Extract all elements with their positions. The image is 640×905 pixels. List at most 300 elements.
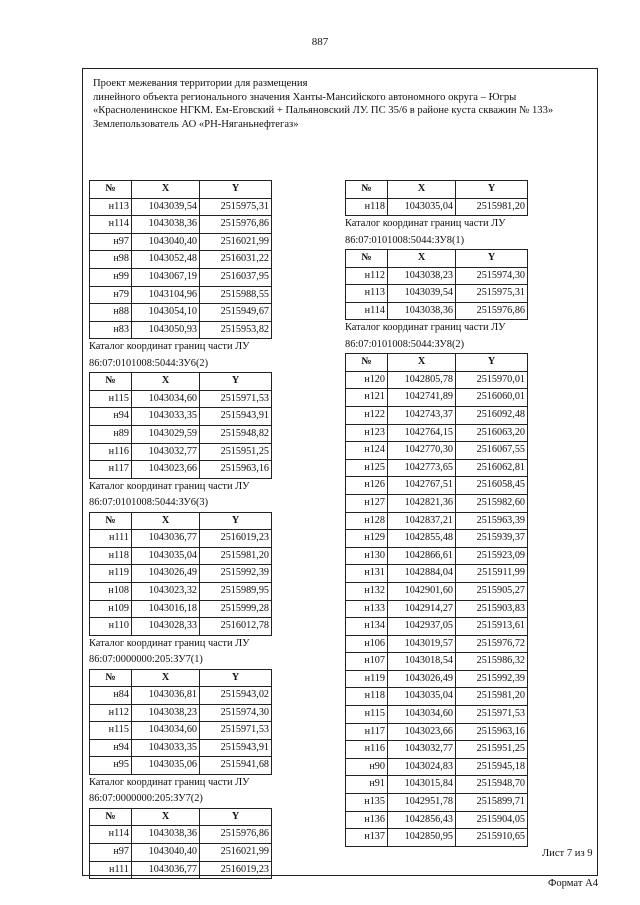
table-row xyxy=(346,459,528,477)
caption-line: Каталог координат границ части ЛУ xyxy=(89,341,250,353)
col-header-y: Y xyxy=(200,373,272,391)
x-coordinate: 1042866,61 xyxy=(388,547,456,565)
table-row xyxy=(346,267,528,285)
y-coordinate: 2515948,70 xyxy=(456,776,528,794)
table-row xyxy=(346,741,528,759)
table-row xyxy=(90,321,272,339)
y-coordinate: 2516012,78 xyxy=(200,618,272,636)
table-caption xyxy=(89,636,271,669)
coord-table xyxy=(345,353,528,847)
x-coordinate: 1043024,83 xyxy=(388,758,456,776)
point-number: н91 xyxy=(346,776,388,794)
col-header-y: Y xyxy=(200,669,272,687)
point-number: н127 xyxy=(346,494,388,512)
y-coordinate: 2515941,68 xyxy=(200,757,272,775)
x-coordinate: 1043036,81 xyxy=(132,687,200,705)
x-coordinate: 1043038,36 xyxy=(132,826,200,844)
point-number: н117 xyxy=(90,461,132,479)
x-coordinate: 1043016,18 xyxy=(132,600,200,618)
page-number: 887 xyxy=(311,36,329,48)
y-coordinate: 2516063,20 xyxy=(456,424,528,442)
table-header-row xyxy=(346,354,528,372)
y-coordinate: 2515992,39 xyxy=(456,670,528,688)
y-coordinate: 2515953,82 xyxy=(200,321,272,339)
coord-table xyxy=(345,180,528,216)
y-coordinate: 2515923,09 xyxy=(456,547,528,565)
right-column xyxy=(345,180,527,847)
x-coordinate: 1043054,10 xyxy=(132,304,200,322)
x-coordinate: 1043026,49 xyxy=(132,565,200,583)
y-coordinate: 2515913,61 xyxy=(456,618,528,636)
table-row xyxy=(346,547,528,565)
table-caption xyxy=(89,339,271,372)
point-number: н106 xyxy=(346,635,388,653)
x-coordinate: 1042901,60 xyxy=(388,582,456,600)
x-coordinate: 1043034,60 xyxy=(132,722,200,740)
y-coordinate: 2516021,99 xyxy=(200,844,272,862)
col-header-y: Y xyxy=(456,354,528,372)
y-coordinate: 2515971,53 xyxy=(200,722,272,740)
y-coordinate: 2515948,82 xyxy=(200,425,272,443)
point-number: н118 xyxy=(346,688,388,706)
col-header-number: № xyxy=(346,354,388,372)
point-number: н124 xyxy=(346,442,388,460)
x-coordinate: 1042856,43 xyxy=(388,811,456,829)
point-number: н108 xyxy=(90,582,132,600)
table-row xyxy=(90,582,272,600)
y-coordinate: 2515971,53 xyxy=(456,706,528,724)
caption-line: Каталог координат границ части ЛУ xyxy=(345,218,506,230)
table-row xyxy=(90,286,272,304)
y-coordinate: 2515911,99 xyxy=(456,565,528,583)
y-coordinate: 2515951,25 xyxy=(200,443,272,461)
point-number: н129 xyxy=(346,530,388,548)
header-line: линейного объекта регионального значения Ханты-Мансийского автономного округа – Югры xyxy=(93,91,517,103)
x-coordinate: 1043033,35 xyxy=(132,408,200,426)
table-caption xyxy=(89,775,271,808)
table-row xyxy=(346,635,528,653)
point-number: н109 xyxy=(90,600,132,618)
point-number: н125 xyxy=(346,459,388,477)
sheet-counter: Лист 7 из 9 xyxy=(542,848,593,859)
point-number: н84 xyxy=(90,687,132,705)
x-coordinate: 1043023,32 xyxy=(132,582,200,600)
table-row xyxy=(90,687,272,705)
x-coordinate: 1043036,77 xyxy=(132,861,200,879)
x-coordinate: 1043038,23 xyxy=(388,267,456,285)
point-number: н115 xyxy=(90,722,132,740)
y-coordinate: 2515943,91 xyxy=(200,408,272,426)
point-number: н99 xyxy=(90,268,132,286)
col-header-y: Y xyxy=(456,250,528,268)
table-row xyxy=(346,776,528,794)
point-number: н94 xyxy=(90,408,132,426)
table-row xyxy=(346,688,528,706)
y-coordinate: 2516092,48 xyxy=(456,406,528,424)
caption-line: 86:07:0101008:5044:ЗУ6(3) xyxy=(89,497,209,509)
x-coordinate: 1043034,60 xyxy=(388,706,456,724)
x-coordinate: 1042951,78 xyxy=(388,794,456,812)
y-coordinate: 2515981,20 xyxy=(456,688,528,706)
col-header-x: X xyxy=(132,808,200,826)
table-row xyxy=(90,600,272,618)
table-row xyxy=(346,371,528,389)
col-header-number: № xyxy=(90,181,132,199)
point-number: н119 xyxy=(346,670,388,688)
x-coordinate: 1043038,23 xyxy=(132,704,200,722)
table-header-row xyxy=(346,181,528,199)
y-coordinate: 2515899,71 xyxy=(456,794,528,812)
caption-line: 86:07:0101008:5044:ЗУ8(2) xyxy=(345,338,465,350)
point-number: н116 xyxy=(90,443,132,461)
point-number: н130 xyxy=(346,547,388,565)
point-number: н97 xyxy=(90,233,132,251)
table-row xyxy=(346,653,528,671)
x-coordinate: 1042741,89 xyxy=(388,389,456,407)
point-number: н111 xyxy=(90,530,132,548)
point-number: н128 xyxy=(346,512,388,530)
table-row xyxy=(90,739,272,757)
point-number: н112 xyxy=(346,267,388,285)
y-coordinate: 2516058,45 xyxy=(456,477,528,495)
table-row xyxy=(90,390,272,408)
y-coordinate: 2515976,86 xyxy=(456,302,528,320)
x-coordinate: 1043023,66 xyxy=(388,723,456,741)
y-coordinate: 2515904,05 xyxy=(456,811,528,829)
x-coordinate: 1043038,36 xyxy=(132,216,200,234)
col-header-x: X xyxy=(388,250,456,268)
table-header-row xyxy=(90,373,272,391)
x-coordinate: 1042773,65 xyxy=(388,459,456,477)
y-coordinate: 2515943,91 xyxy=(200,739,272,757)
point-number: н115 xyxy=(346,706,388,724)
point-number: н135 xyxy=(346,794,388,812)
y-coordinate: 2516037,95 xyxy=(200,268,272,286)
table-row xyxy=(346,406,528,424)
coord-table xyxy=(89,669,272,776)
x-coordinate: 1043052,48 xyxy=(132,251,200,269)
table-row xyxy=(346,198,528,216)
y-coordinate: 2515970,01 xyxy=(456,371,528,389)
caption-line: Каталог координат границ части ЛУ xyxy=(89,480,250,492)
table-row xyxy=(90,443,272,461)
point-number: н120 xyxy=(346,371,388,389)
table-row xyxy=(90,844,272,862)
point-number: н114 xyxy=(346,302,388,320)
coord-table xyxy=(89,372,272,479)
x-coordinate: 1042937,05 xyxy=(388,618,456,636)
point-number: н114 xyxy=(90,216,132,234)
x-coordinate: 1042767,51 xyxy=(388,477,456,495)
y-coordinate: 2516062,81 xyxy=(456,459,528,477)
table-row xyxy=(346,811,528,829)
col-header-x: X xyxy=(388,354,456,372)
y-coordinate: 2515999,28 xyxy=(200,600,272,618)
x-coordinate: 1043032,77 xyxy=(388,741,456,759)
header-line: «Красноленинское НГКМ. Ем-Еговский + Пальяновский ЛУ. ПС 35/6 в районе куста скважин № 133» xyxy=(93,105,554,117)
y-coordinate: 2515963,16 xyxy=(200,461,272,479)
table-row xyxy=(346,618,528,636)
point-number: н117 xyxy=(346,723,388,741)
table-row xyxy=(90,704,272,722)
table-row xyxy=(346,530,528,548)
table-row xyxy=(346,442,528,460)
table-row xyxy=(346,494,528,512)
table-row xyxy=(90,268,272,286)
table-row xyxy=(346,758,528,776)
x-coordinate: 1043039,54 xyxy=(132,198,200,216)
y-coordinate: 2515939,37 xyxy=(456,530,528,548)
table-row xyxy=(90,304,272,322)
table-row xyxy=(346,389,528,407)
table-row xyxy=(90,565,272,583)
x-coordinate: 1042821,36 xyxy=(388,494,456,512)
point-number: н97 xyxy=(90,844,132,862)
caption-line: Каталог координат границ части ЛУ xyxy=(89,637,250,649)
point-number: н107 xyxy=(346,653,388,671)
x-coordinate: 1042855,48 xyxy=(388,530,456,548)
table-row xyxy=(90,233,272,251)
x-coordinate: 1043040,40 xyxy=(132,844,200,862)
table-row xyxy=(90,198,272,216)
point-number: н112 xyxy=(90,704,132,722)
col-header-y: Y xyxy=(456,181,528,199)
y-coordinate: 2515963,16 xyxy=(456,723,528,741)
coord-table xyxy=(345,249,528,320)
table-row xyxy=(90,408,272,426)
y-coordinate: 2515992,39 xyxy=(200,565,272,583)
caption-line: 86:07:0000000:205:ЗУ7(1) xyxy=(89,654,203,666)
point-number: н89 xyxy=(90,425,132,443)
paper-format: Формат А4 xyxy=(548,878,599,889)
col-header-x: X xyxy=(132,181,200,199)
coord-table xyxy=(89,808,272,879)
table-caption xyxy=(345,216,527,249)
table-row xyxy=(346,582,528,600)
x-coordinate: 1043019,57 xyxy=(388,635,456,653)
point-number: н137 xyxy=(346,829,388,847)
x-coordinate: 1042743,37 xyxy=(388,406,456,424)
table-row xyxy=(346,285,528,303)
point-number: н98 xyxy=(90,251,132,269)
y-coordinate: 2515910,65 xyxy=(456,829,528,847)
point-number: н122 xyxy=(346,406,388,424)
y-coordinate: 2515976,72 xyxy=(456,635,528,653)
y-coordinate: 2515951,25 xyxy=(456,741,528,759)
point-number: н121 xyxy=(346,389,388,407)
x-coordinate: 1043029,59 xyxy=(132,425,200,443)
caption-line: Каталог координат границ части ЛУ xyxy=(345,322,506,334)
x-coordinate: 1042850,95 xyxy=(388,829,456,847)
caption-line: 86:07:0101008:5044:ЗУ8(1) xyxy=(345,234,465,246)
y-coordinate: 2516019,23 xyxy=(200,861,272,879)
x-coordinate: 1042764,15 xyxy=(388,424,456,442)
point-number: н131 xyxy=(346,565,388,583)
point-number: н133 xyxy=(346,600,388,618)
x-coordinate: 1043038,36 xyxy=(388,302,456,320)
x-coordinate: 1043035,04 xyxy=(132,547,200,565)
x-coordinate: 1043039,54 xyxy=(388,285,456,303)
col-header-x: X xyxy=(132,373,200,391)
table-row xyxy=(90,547,272,565)
header-line: Землепользователь АО «РН-Няганьнефтегаз» xyxy=(93,118,299,130)
table-row xyxy=(90,251,272,269)
point-number: н116 xyxy=(346,741,388,759)
point-number: н126 xyxy=(346,477,388,495)
x-coordinate: 1042884,04 xyxy=(388,565,456,583)
col-header-number: № xyxy=(90,512,132,530)
point-number: н94 xyxy=(90,739,132,757)
point-number: н88 xyxy=(90,304,132,322)
point-number: н118 xyxy=(346,198,388,216)
x-coordinate: 1043015,84 xyxy=(388,776,456,794)
y-coordinate: 2515903,83 xyxy=(456,600,528,618)
point-number: н83 xyxy=(90,321,132,339)
y-coordinate: 2515986,32 xyxy=(456,653,528,671)
point-number: н118 xyxy=(90,547,132,565)
y-coordinate: 2515974,30 xyxy=(456,267,528,285)
x-coordinate: 1043035,04 xyxy=(388,198,456,216)
x-coordinate: 1043032,77 xyxy=(132,443,200,461)
y-coordinate: 2515971,53 xyxy=(200,390,272,408)
table-row xyxy=(90,757,272,775)
point-number: н132 xyxy=(346,582,388,600)
col-header-x: X xyxy=(132,669,200,687)
table-row xyxy=(90,722,272,740)
y-coordinate: 2515905,27 xyxy=(456,582,528,600)
point-number: н113 xyxy=(346,285,388,303)
point-number: н110 xyxy=(90,618,132,636)
coord-table xyxy=(89,512,272,636)
point-number: н119 xyxy=(90,565,132,583)
col-header-x: X xyxy=(132,512,200,530)
col-header-number: № xyxy=(346,250,388,268)
y-coordinate: 2515975,31 xyxy=(200,198,272,216)
x-coordinate: 1043023,66 xyxy=(132,461,200,479)
col-header-number: № xyxy=(90,669,132,687)
table-row xyxy=(346,477,528,495)
x-coordinate: 1043028,33 xyxy=(132,618,200,636)
table-row xyxy=(346,600,528,618)
col-header-y: Y xyxy=(200,808,272,826)
table-row xyxy=(346,829,528,847)
point-number: н123 xyxy=(346,424,388,442)
header-line: Проект межевания территории для размещения xyxy=(93,78,308,89)
x-coordinate: 1043035,06 xyxy=(132,757,200,775)
x-coordinate: 1043067,19 xyxy=(132,268,200,286)
caption-line: 86:07:0101008:5044:ЗУ6(2) xyxy=(89,357,209,369)
table-header-row xyxy=(346,250,528,268)
y-coordinate: 2516067,55 xyxy=(456,442,528,460)
y-coordinate: 2515981,20 xyxy=(456,198,528,216)
y-coordinate: 2515945,18 xyxy=(456,758,528,776)
y-coordinate: 2516021,99 xyxy=(200,233,272,251)
col-header-number: № xyxy=(346,181,388,199)
coord-table xyxy=(89,180,272,339)
x-coordinate: 1042770,30 xyxy=(388,442,456,460)
x-coordinate: 1043026,49 xyxy=(388,670,456,688)
left-column xyxy=(89,180,271,879)
table-header-row xyxy=(90,181,272,199)
x-coordinate: 1043104,96 xyxy=(132,286,200,304)
point-number: н79 xyxy=(90,286,132,304)
table-row xyxy=(346,723,528,741)
col-header-number: № xyxy=(90,808,132,826)
table-row xyxy=(346,670,528,688)
y-coordinate: 2516060,01 xyxy=(456,389,528,407)
y-coordinate: 2515943,02 xyxy=(200,687,272,705)
point-number: н95 xyxy=(90,757,132,775)
y-coordinate: 2515974,30 xyxy=(200,704,272,722)
y-coordinate: 2515982,60 xyxy=(456,494,528,512)
y-coordinate: 2515949,67 xyxy=(200,304,272,322)
point-number: н136 xyxy=(346,811,388,829)
y-coordinate: 2515988,55 xyxy=(200,286,272,304)
table-row xyxy=(346,512,528,530)
y-coordinate: 2515981,20 xyxy=(200,547,272,565)
table-row xyxy=(90,826,272,844)
x-coordinate: 1042805,78 xyxy=(388,371,456,389)
x-coordinate: 1043035,04 xyxy=(388,688,456,706)
table-row xyxy=(90,461,272,479)
table-row xyxy=(346,565,528,583)
table-caption xyxy=(345,320,527,353)
table-row xyxy=(346,302,528,320)
x-coordinate: 1042837,21 xyxy=(388,512,456,530)
caption-line: 86:07:0000000:205:ЗУ7(2) xyxy=(89,793,203,805)
col-header-y: Y xyxy=(200,512,272,530)
y-coordinate: 2516031,22 xyxy=(200,251,272,269)
table-caption xyxy=(89,479,271,512)
caption-line: Каталог координат границ части ЛУ xyxy=(89,777,250,789)
table-row xyxy=(90,618,272,636)
table-row xyxy=(346,706,528,724)
point-number: н114 xyxy=(90,826,132,844)
x-coordinate: 1043018,54 xyxy=(388,653,456,671)
point-number: н134 xyxy=(346,618,388,636)
table-header-row xyxy=(90,512,272,530)
x-coordinate: 1043050,93 xyxy=(132,321,200,339)
col-header-number: № xyxy=(90,373,132,391)
col-header-x: X xyxy=(388,181,456,199)
point-number: н111 xyxy=(90,861,132,879)
point-number: н90 xyxy=(346,758,388,776)
x-coordinate: 1043036,77 xyxy=(132,530,200,548)
x-coordinate: 1042914,27 xyxy=(388,600,456,618)
table-row xyxy=(90,530,272,548)
x-coordinate: 1043033,35 xyxy=(132,739,200,757)
y-coordinate: 2515976,86 xyxy=(200,216,272,234)
point-number: н115 xyxy=(90,390,132,408)
table-row xyxy=(90,216,272,234)
x-coordinate: 1043034,60 xyxy=(132,390,200,408)
y-coordinate: 2515989,95 xyxy=(200,582,272,600)
table-row xyxy=(346,424,528,442)
y-coordinate: 2515963,39 xyxy=(456,512,528,530)
document-header xyxy=(93,77,593,131)
y-coordinate: 2515975,31 xyxy=(456,285,528,303)
col-header-y: Y xyxy=(200,181,272,199)
table-row xyxy=(90,425,272,443)
table-header-row xyxy=(90,669,272,687)
table-row xyxy=(346,794,528,812)
y-coordinate: 2515976,86 xyxy=(200,826,272,844)
point-number: н113 xyxy=(90,198,132,216)
x-coordinate: 1043040,40 xyxy=(132,233,200,251)
table-row xyxy=(90,861,272,879)
table-header-row xyxy=(90,808,272,826)
y-coordinate: 2516019,23 xyxy=(200,530,272,548)
